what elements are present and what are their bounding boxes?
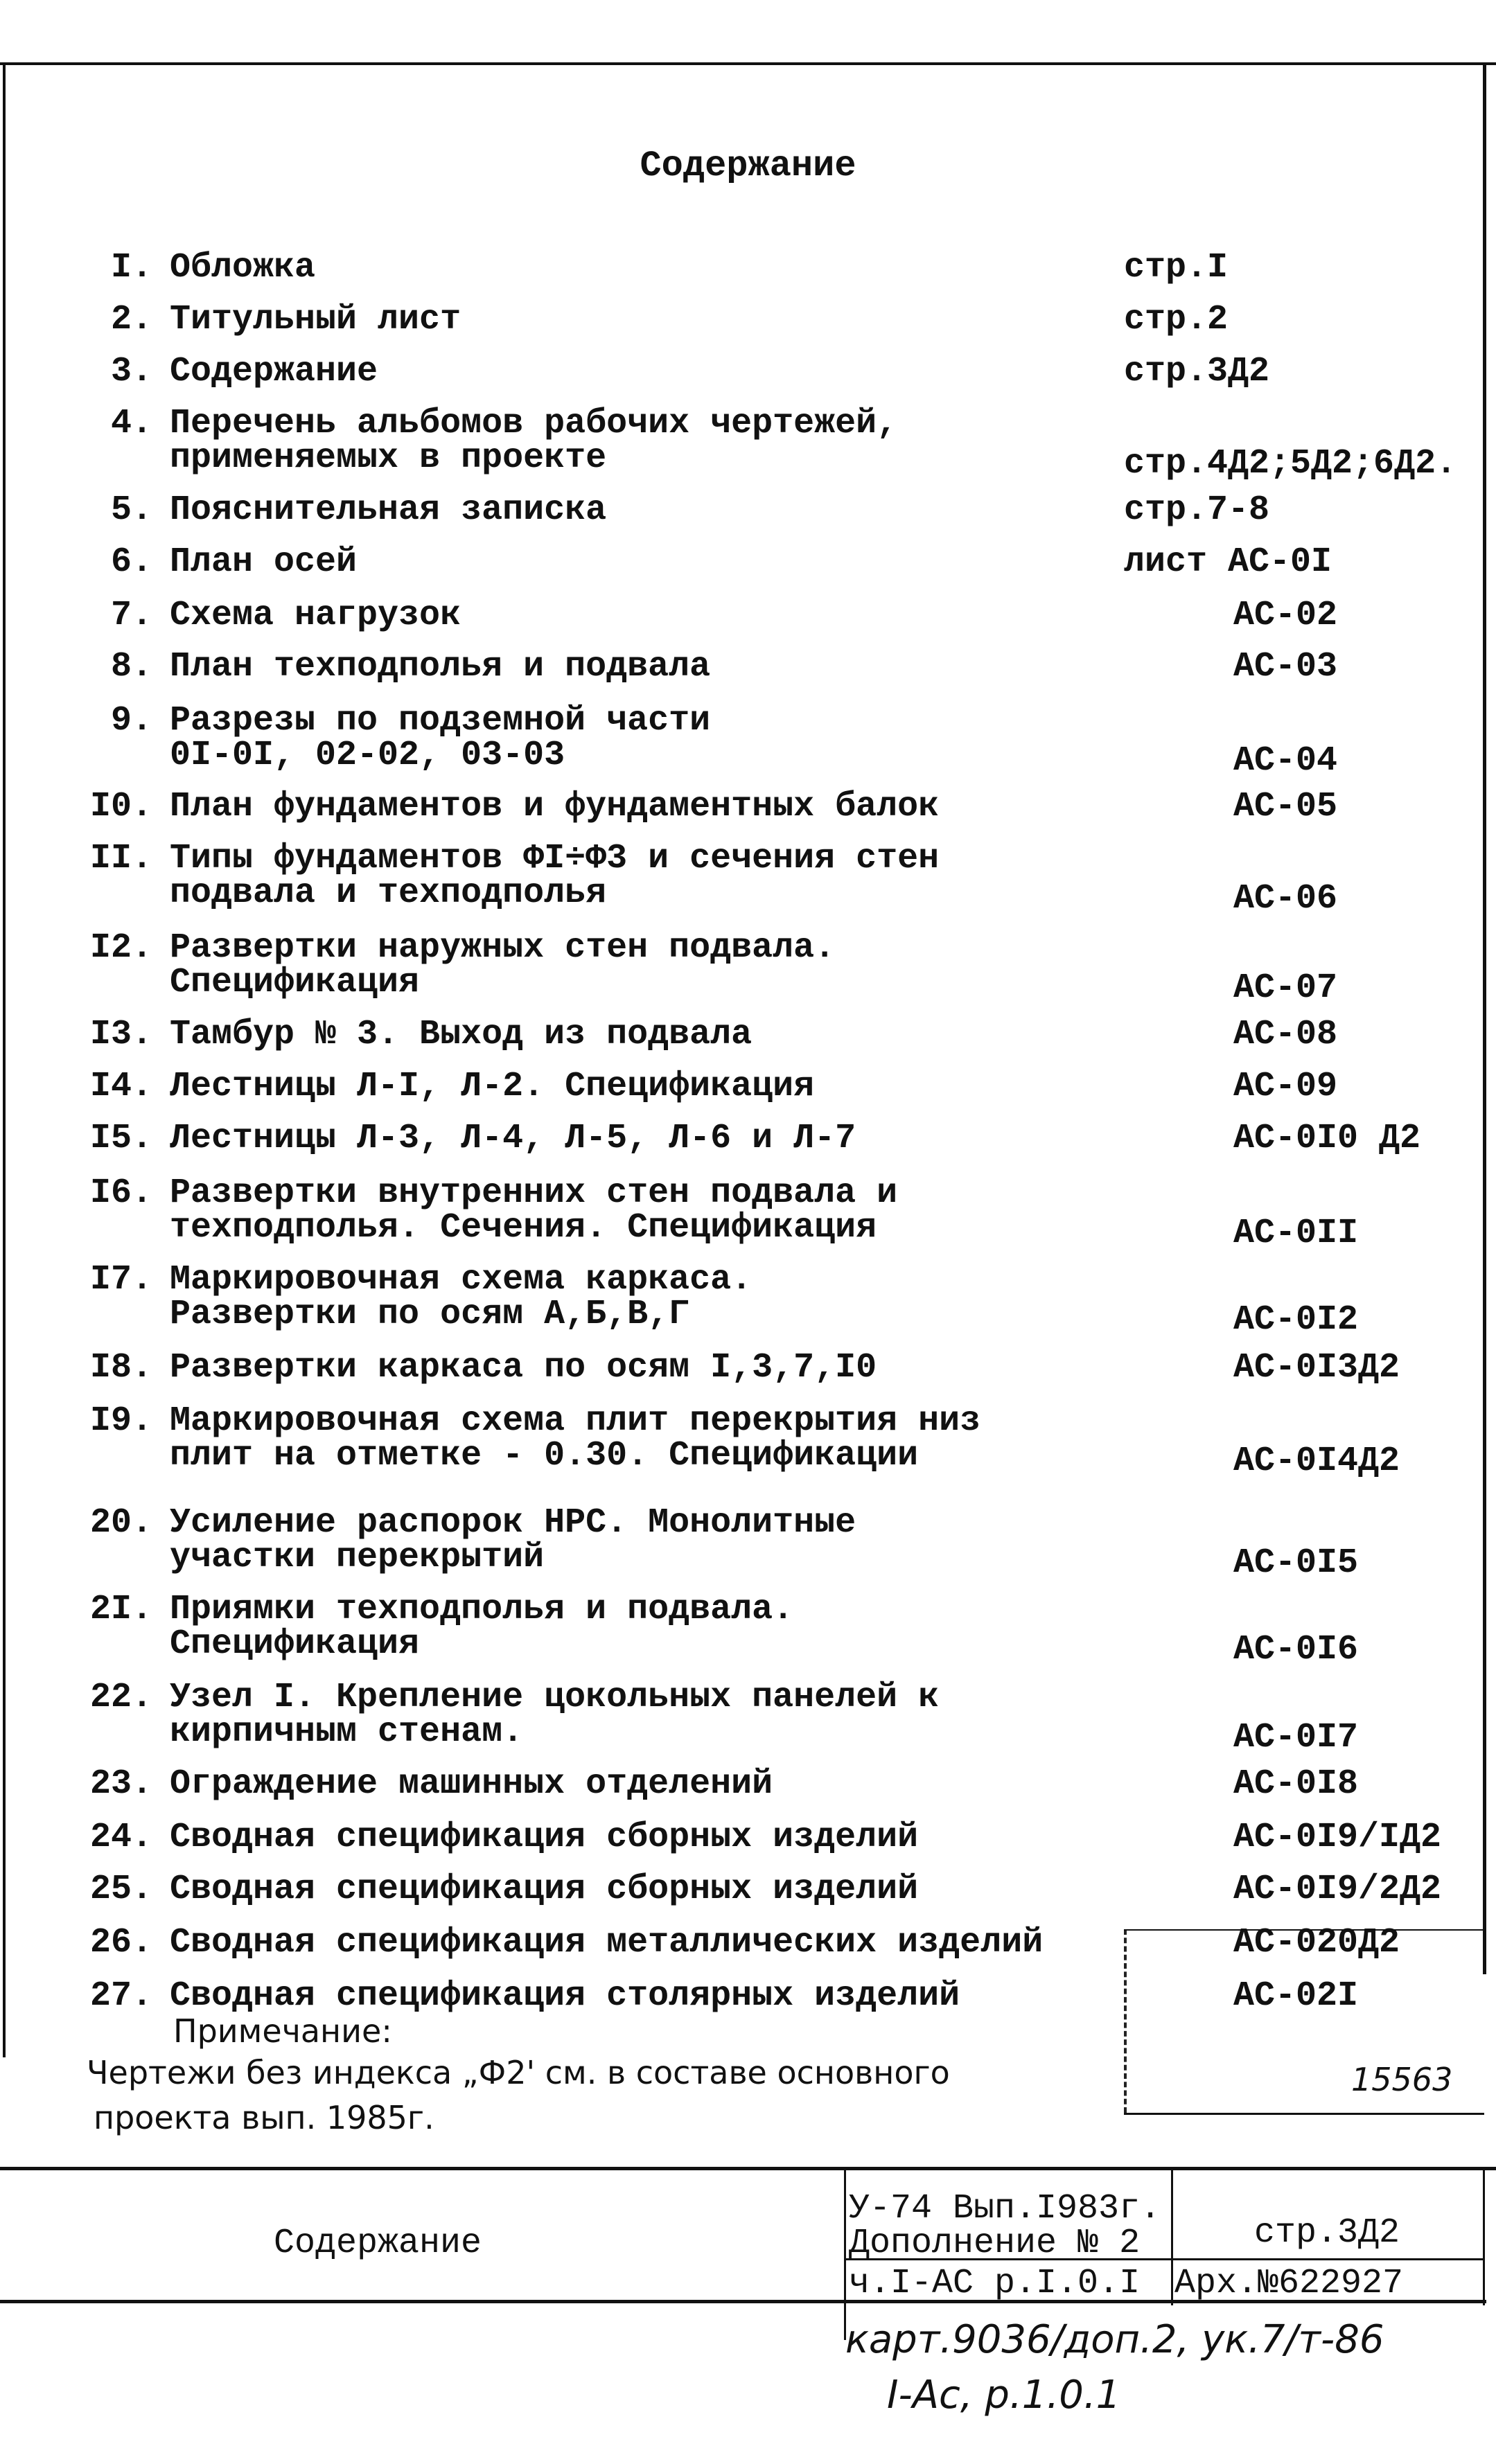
entry-reference: АС-08: [1233, 1015, 1338, 1054]
entry-number: 24.: [89, 1818, 152, 1857]
entry-reference: АС-02: [1233, 596, 1338, 635]
entry-title: Пояснительная записка: [170, 490, 607, 530]
entry-reference: АС-0I0 Д2: [1233, 1119, 1421, 1158]
note-heading: Примечание:: [173, 2012, 392, 2050]
entry-number: 27.: [89, 1976, 152, 2016]
entry-reference: АС-0I7: [1233, 1718, 1359, 1757]
entry-title: План техподполья и подвала: [170, 647, 711, 686]
top-border: [0, 62, 1496, 65]
entry-number: 2I.: [89, 1590, 152, 1629]
entry-number: I3.: [89, 1015, 152, 1054]
entry-reference: АС-0I6: [1233, 1630, 1359, 1669]
entry-title: Содержание: [170, 352, 378, 391]
entry-title: Сводная спецификация сборных изделий: [170, 1818, 919, 1857]
entry-number: 26.: [89, 1923, 152, 1962]
entry-number: 23.: [89, 1764, 152, 1804]
entry-reference: АС-0I8: [1233, 1764, 1359, 1804]
entry-reference: АС-0II: [1233, 1214, 1359, 1253]
entry-number: I0.: [89, 787, 152, 826]
entry-number: 8.: [110, 647, 152, 686]
entry-reference: АС-07: [1233, 968, 1338, 1008]
entry-reference: АС-06: [1233, 879, 1338, 919]
entry-reference: АС-0I9/2Д2: [1233, 1870, 1442, 1909]
entry-title: Ограждение машинных отделений: [170, 1764, 773, 1804]
entry-reference: АС-04: [1233, 741, 1338, 781]
stamp-right-border: [1483, 2167, 1485, 2305]
entry-reference: АС-020Д2: [1233, 1923, 1400, 1962]
entry-reference: лист АС-0I: [1124, 542, 1332, 582]
entry-reference: АС-0I2: [1233, 1300, 1359, 1340]
entry-title: Лестницы Л-I, Л-2. Спецификация: [170, 1067, 815, 1106]
entry-title: Узел I. Крепление цокольных панелей к кирпичным стенам.: [170, 1678, 940, 1752]
right-border: [1483, 62, 1486, 1974]
entry-title: Приямки техподполья и подвала. Спецификация: [170, 1590, 794, 1664]
entry-reference: стр.4Д2;5Д2;6Д2.: [1124, 444, 1457, 484]
entry-reference: стр.2: [1124, 300, 1229, 339]
entry-number: 25.: [89, 1870, 152, 1909]
entry-number: 7.: [110, 596, 152, 635]
entry-number: 22.: [89, 1678, 152, 1717]
stamp-divider-1: [844, 2167, 846, 2340]
entry-reference: АС-02I: [1233, 1976, 1359, 2016]
entry-reference: АС-0I5: [1233, 1543, 1359, 1583]
entry-number: 2.: [110, 300, 152, 339]
entry-title: Сводная спецификация металлических изделий: [170, 1923, 1044, 1962]
note-line-2: проекта вып. 1985г.: [94, 2099, 434, 2136]
entry-number: I8.: [89, 1348, 152, 1388]
entry-title: Развертки каркаса по осям I,3,7,I0: [170, 1348, 877, 1388]
entry-title: Схема нагрузок: [170, 596, 461, 635]
entry-title: Маркировочная схема плит перекрытия низ плит на отметке - 0.30. Спецификации: [170, 1401, 981, 1475]
entry-title: Сводная спецификация сборных изделий: [170, 1870, 919, 1909]
entry-title: Развертки наружных стен подвала. Спецификация: [170, 928, 836, 1002]
stamp-part: ч.I-АС р.I.0.I: [849, 2264, 1141, 2303]
stamp-addition: Дополнение № 2: [849, 2224, 1141, 2263]
entry-reference: АС-09: [1233, 1067, 1338, 1106]
entry-number: 20.: [89, 1503, 152, 1543]
entry-title: Развертки внутренних стен подвала и техподполья. Сечения. Спецификация: [170, 1173, 898, 1248]
entry-title: План фундаментов и фундаментных балок: [170, 787, 940, 826]
entry-number: I4.: [89, 1067, 152, 1106]
entry-reference: АС-0I4Д2: [1233, 1442, 1400, 1481]
entry-number: I.: [110, 248, 152, 287]
entry-reference: стр.7-8: [1124, 490, 1270, 530]
entry-number: I5.: [89, 1119, 152, 1158]
entry-number: 3.: [110, 352, 152, 391]
stamp-top-line: [0, 2167, 1496, 2170]
entry-reference: АС-05: [1233, 787, 1338, 826]
entry-title: Усиление распорок НРС. Монолитные участки перекрытий: [170, 1503, 856, 1577]
entry-reference: стр.3Д2: [1124, 352, 1270, 391]
entry-reference: стр.I: [1124, 248, 1229, 287]
entry-title: План осей: [170, 542, 358, 582]
entry-reference: АС-03: [1233, 647, 1338, 686]
entry-title: Типы фундаментов ФI÷Ф3 и сечения стен подвала и техподполья: [170, 839, 940, 913]
entry-number: II.: [89, 839, 152, 878]
entry-title: Титульный лист: [170, 300, 461, 339]
note-line-1: Чертежи без индекса „Ф2' см. в составе основного: [87, 2054, 950, 2091]
box-number: 15563: [1351, 2061, 1453, 2098]
handwritten-line-1: карт.9036/доп.2, ук.7/т-86: [845, 2317, 1384, 2362]
entry-title: Обложка: [170, 248, 316, 287]
stamp-title: Содержание: [274, 2224, 482, 2263]
entry-number: I9.: [89, 1401, 152, 1441]
left-border: [3, 62, 6, 2057]
entry-title: Маркировочная схема каркаса. Развертки по осям А,Б,В,Г: [170, 1260, 753, 1334]
stamp-divider-2: [1171, 2167, 1173, 2305]
entry-number: I6.: [89, 1173, 152, 1213]
number-box-left: [1124, 1929, 1127, 2113]
handwritten-line-2: I-Ас, р.1.0.1: [887, 2373, 1121, 2418]
entry-number: 5.: [110, 490, 152, 530]
entry-number: I7.: [89, 1260, 152, 1300]
stamp-archive: Арх.№622927: [1174, 2264, 1404, 2303]
entry-number: I2.: [89, 928, 152, 968]
entry-number: 9.: [110, 701, 152, 741]
stamp-page: стр.3Д2: [1254, 2213, 1400, 2253]
entry-title: Сводная спецификация столярных изделий: [170, 1976, 960, 2016]
entry-title: Лестницы Л-3, Л-4, Л-5, Л-6 и Л-7: [170, 1119, 856, 1158]
number-box-bottom: [1124, 2113, 1484, 2115]
entry-title: Перечень альбомов рабочих чертежей, применяемых в проекте: [170, 404, 898, 478]
entry-number: 4.: [110, 404, 152, 443]
entry-reference: АС-0I9/IД2: [1233, 1818, 1442, 1857]
entry-title: Тамбур № 3. Выход из подвала: [170, 1015, 753, 1054]
entry-title: Разрезы по подземной части 0I-0I, 02-02, 03-03: [170, 701, 711, 775]
entry-reference: АС-0I3Д2: [1233, 1348, 1400, 1388]
stamp-series: У-74 Вып.I983г.: [849, 2189, 1161, 2228]
page-title: Содержание: [640, 145, 856, 186]
entry-number: 6.: [110, 542, 152, 582]
